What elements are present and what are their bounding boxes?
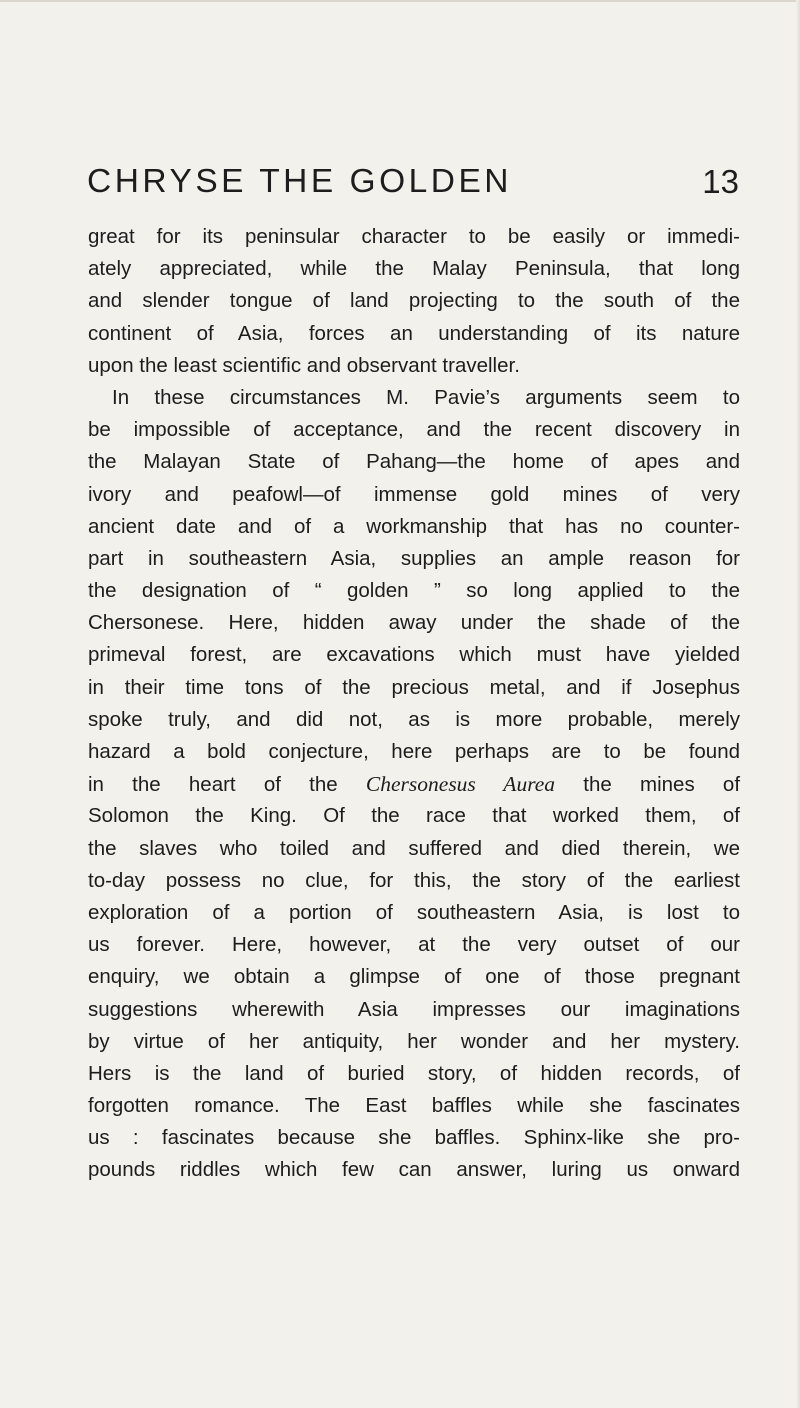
paragraph-first-line: In these circumstances M. Pavie’s arguments seem to <box>112 385 740 409</box>
text-line-with-italic <box>88 768 740 800</box>
text-line: Chersonese. Here, hidden away under the shade of the <box>88 611 740 635</box>
text-line: us forever. Here, however, at the very outset of our <box>88 933 740 957</box>
text-run: the mines of <box>583 773 741 797</box>
running-head: CHRYSE THE GOLDEN <box>87 163 512 200</box>
text-line: Hers is the land of buried story, of hidden records, of <box>88 1061 740 1085</box>
text-line: pounds riddles which few can answer, luring us onward <box>88 1158 740 1182</box>
text-line: the designation of “ golden ” so long applied to the <box>88 579 740 603</box>
text-line: the Malayan State of Pahang—the home of apes and <box>88 450 740 474</box>
text-run: in the heart of the <box>88 773 338 797</box>
page-number: 13 <box>702 163 739 200</box>
text-line: ately appreciated, while the Malay Peninsula, that long <box>88 257 740 281</box>
text-line: great for its peninsular character to be easily or immedi- <box>88 225 740 248</box>
page-top-edge <box>0 0 800 2</box>
text-line: in their time tons of the precious metal, and if Josephus <box>88 675 740 699</box>
text-line: and slender tongue of land projecting to the south of the <box>88 289 740 313</box>
text-line: part in southeastern Asia, supplies an ample reason for <box>88 546 740 570</box>
text-line: spoke truly, and did not, as is more probable, merely <box>88 707 740 731</box>
text-line: upon the least scientific and observant traveller. <box>88 353 520 377</box>
text-line: forgotten romance. The East baffles while she fascinates <box>88 1094 740 1118</box>
text-line: suggestions wherewith Asia impresses our imaginations <box>88 997 740 1021</box>
text-line: exploration of a portion of southeastern Asia, is lost to <box>88 900 740 924</box>
page-right-edge <box>796 0 800 1408</box>
text-line: us : fascinates because she baffles. Sphinx-like she pro- <box>88 1126 740 1150</box>
text-line: primeval forest, are excavations which must have yielded <box>88 643 740 667</box>
text-line: hazard a bold conjecture, here perhaps are to be found <box>88 740 740 763</box>
italic-term: Chersonesus Aurea <box>365 772 556 797</box>
text-line: continent of Asia, forces an understanding of its nature <box>88 321 740 345</box>
text-line: ivory and peafowl—of immense gold mines of very <box>88 482 740 506</box>
body-text <box>88 221 740 1187</box>
text-line: the slaves who toiled and suffered and died therein, we <box>88 836 740 860</box>
page-header <box>87 160 739 204</box>
text-line: ancient date and of a workmanship that has no counter- <box>88 514 740 538</box>
text-line: Solomon the King. Of the race that worked them, of <box>88 804 740 828</box>
text-line: enquiry, we obtain a glimpse of one of those pregnant <box>88 965 740 989</box>
text-line: to-day possess no clue, for this, the story of the earliest <box>88 868 740 892</box>
text-line: by virtue of her antiquity, her wonder and her mystery. <box>88 1029 740 1053</box>
text-line: be impossible of acceptance, and the recent discovery in <box>88 418 740 442</box>
